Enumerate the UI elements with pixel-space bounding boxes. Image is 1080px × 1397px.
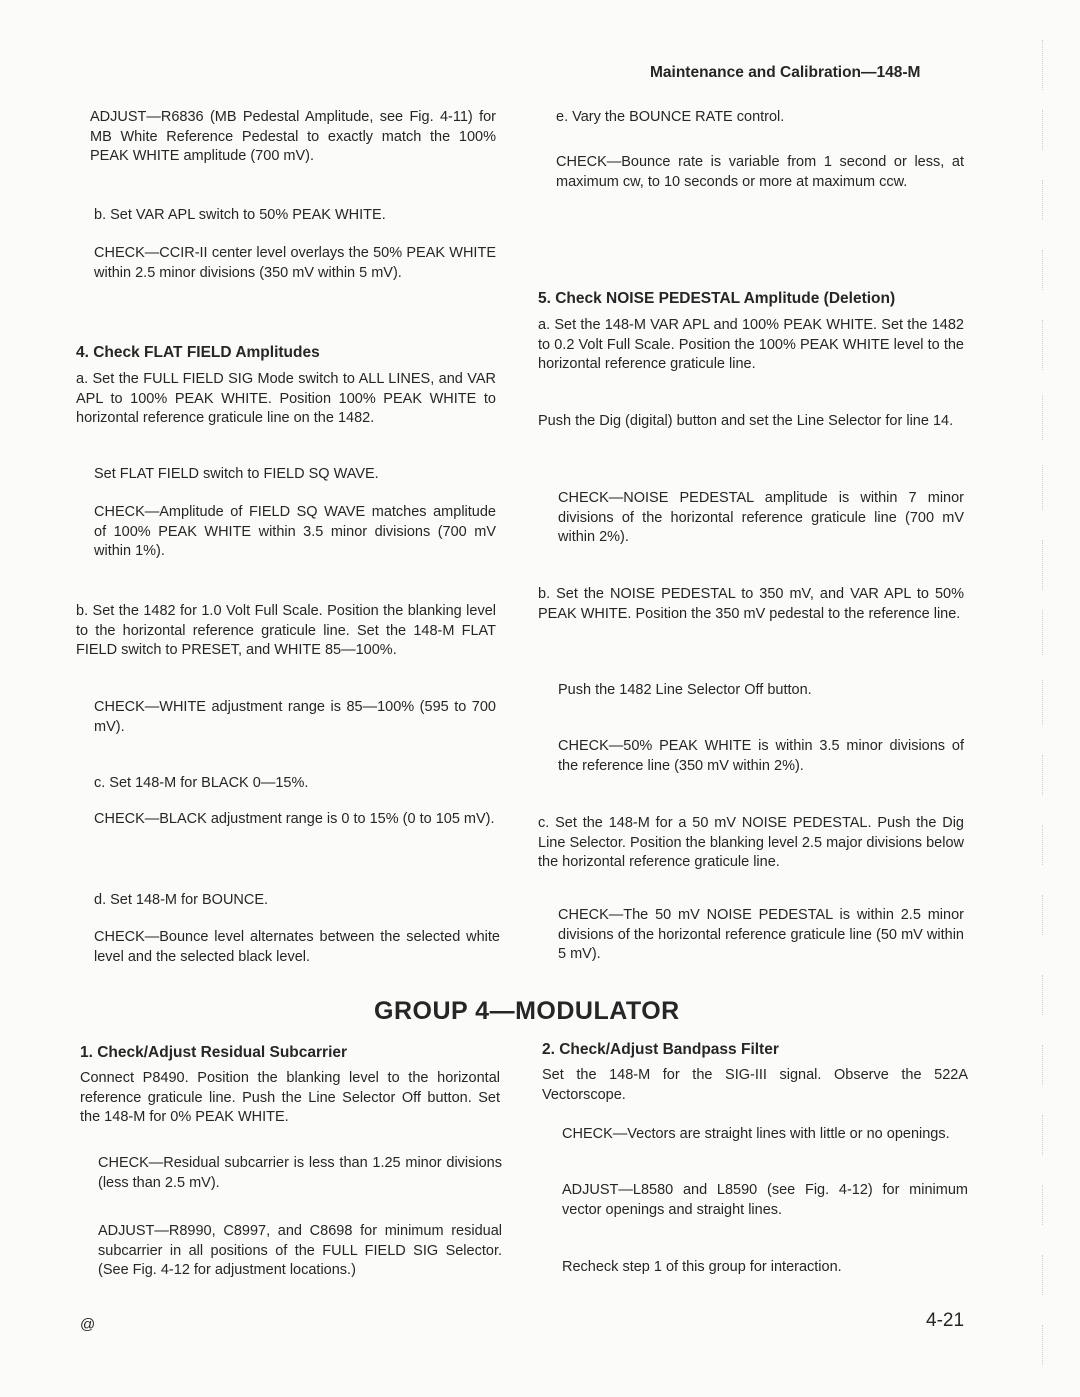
- scan-artifact: [1042, 895, 1049, 935]
- group-right-adjust-l8580: ADJUST—L8580 and L8590 (see Fig. 4-12) for minimum vector openings and straight lines.: [562, 1182, 968, 1218]
- scan-artifact: [1042, 1325, 1049, 1365]
- scan-artifact: [1042, 825, 1049, 865]
- right-step-e-bounce-rate: e. Vary the BOUNCE RATE control.: [556, 109, 785, 125]
- heading-residual-subcarrier: 1. Check/Adjust Residual Subcarrier: [80, 1044, 348, 1061]
- scan-artifact: [1042, 680, 1049, 725]
- group-right-check-vectors: CHECK—Vectors are straight lines with little or no openings.: [562, 1126, 950, 1142]
- right-check-50-peak-white: CHECK—50% PEAK WHITE is within 3.5 minor divisions of the reference line (350 mV within 2%).: [558, 738, 964, 774]
- scan-artifact: [1042, 1115, 1049, 1155]
- heading-bandpass-filter: 2. Check/Adjust Bandpass Filter: [542, 1041, 779, 1058]
- right-check-bounce-rate: CHECK—Bounce rate is variable from 1 second or less, at maximum cw, to 10 seconds or more at maximum ccw.: [556, 154, 964, 190]
- right-step-b-noise-pedestal: b. Set the NOISE PEDESTAL to 350 mV, and VAR APL to 50% PEAK WHITE. Position the 350 mV pedestal to the reference line.: [538, 586, 964, 622]
- heading-check-noise-pedestal: 5. Check NOISE PEDESTAL Amplitude (Deletion): [538, 290, 896, 307]
- group-left-check-residual: CHECK—Residual subcarrier is less than 1.25 minor divisions (less than 2.5 mV).: [98, 1155, 502, 1191]
- left-step-b-1482: b. Set the 1482 for 1.0 Volt Full Scale. Position the blanking level to the horizontal reference graticule line. Set the 148-M FLAT FIELD switch to PRESET, and WHITE 85—100%.: [76, 603, 496, 658]
- group-title: GROUP 4—MODULATOR: [374, 997, 680, 1025]
- scan-artifact: [1042, 110, 1049, 150]
- group-right-recheck: Recheck step 1 of this group for interaction.: [562, 1259, 842, 1275]
- left-set-flat-field: Set FLAT FIELD switch to FIELD SQ WAVE.: [94, 466, 379, 482]
- scan-artifact: [1042, 180, 1049, 220]
- scan-artifact: [1042, 975, 1049, 1015]
- heading-check-flat-field: 4. Check FLAT FIELD Amplitudes: [76, 344, 320, 361]
- left-step-a-full-field: a. Set the FULL FIELD SIG Mode switch to ALL LINES, and VAR APL to 100% PEAK WHITE. Position 100% PEAK WHITE to horizontal reference graticule line on the 1482.: [76, 371, 496, 426]
- scan-artifact: [1042, 1185, 1049, 1225]
- scan-artifact: [1042, 395, 1049, 440]
- right-step-a-var-apl: a. Set the 148-M VAR APL and 100% PEAK WHITE. Set the 1482 to 0.2 Volt Full Scale. Position the 100% PEAK WHITE level to the horizontal reference graticule line.: [538, 317, 964, 372]
- scan-artifact: [1042, 40, 1049, 90]
- left-check-bounce-level: CHECK—Bounce level alternates between the selected white level and the selected black level.: [94, 929, 500, 965]
- scan-artifact: [1042, 540, 1049, 590]
- right-step-c-50mv-pedestal: c. Set the 148-M for a 50 mV NOISE PEDESTAL. Push the Dig Line Selector. Position the blanking level 2.5 major divisions below the horizontal reference graticule line.: [538, 815, 964, 870]
- left-check-white-range: CHECK—WHITE adjustment range is 85—100% (595 to 700 mV).: [94, 699, 496, 735]
- right-check-noise-pedestal: CHECK—NOISE PEDESTAL amplitude is within 7 minor divisions of the horizontal reference graticule line (700 mV within 2%).: [558, 490, 964, 545]
- scan-artifact: [1042, 465, 1049, 510]
- left-step-c-black: c. Set 148-M for BLACK 0—15%.: [94, 775, 309, 791]
- group-left-adjust-r8990: ADJUST—R8990, C8997, and C8698 for minimum residual subcarrier in all positions of the FULL FIELD SIG Selector. (See Fig. 4-12 for adjustment locations.): [98, 1223, 502, 1278]
- right-push-line-selector-off: Push the 1482 Line Selector Off button.: [558, 682, 812, 698]
- left-check-amplitude-sq-wave: CHECK—Amplitude of FIELD SQ WAVE matches amplitude of 100% PEAK WHITE within 3.5 minor divisions (700 mV within 1%).: [94, 504, 496, 559]
- left-check-ccir: CHECK—CCIR-II center level overlays the 50% PEAK WHITE within 2.5 minor divisions (350 mV within 5 mV).: [94, 245, 496, 281]
- scan-artifact: [1042, 320, 1049, 370]
- scan-artifact: [1042, 755, 1049, 795]
- left-step-b-var-apl: b. Set VAR APL switch to 50% PEAK WHITE.: [94, 207, 386, 223]
- right-push-dig-button: Push the Dig (digital) button and set the Line Selector for line 14.: [538, 413, 954, 429]
- right-check-50mv-pedestal: CHECK—The 50 mV NOISE PEDESTAL is within 2.5 minor divisions of the horizontal reference graticule line (50 mV within 5 mV).: [558, 907, 964, 962]
- footer-mark: @: [80, 1316, 96, 1333]
- group-right-sig-iii: Set the 148-M for the SIG-III signal. Observe the 522A Vectorscope.: [542, 1067, 968, 1103]
- group-left-connect-p8490: Connect P8490. Position the blanking level to the horizontal reference graticule line. Push the Line Selector Off button. Set the 148-M for 0% PEAK WHITE.: [80, 1070, 500, 1125]
- left-check-black-range: CHECK—BLACK adjustment range is 0 to 15% (0 to 105 mV).: [94, 811, 495, 827]
- scan-artifact: [1042, 1045, 1049, 1085]
- scan-artifact: [1042, 610, 1049, 655]
- scan-artifact: [1042, 1255, 1049, 1295]
- scan-artifact: [1042, 250, 1049, 290]
- left-adjust-r6836: ADJUST—R6836 (MB Pedestal Amplitude, see Fig. 4-11) for MB White Reference Pedestal to exactly match the 100% PEAK WHITE amplitude (700 mV).: [90, 109, 496, 164]
- left-step-d-bounce: d. Set 148-M for BOUNCE.: [94, 892, 269, 908]
- running-head: Maintenance and Calibration—148-M: [650, 64, 921, 81]
- page-number: 4-21: [926, 1310, 965, 1331]
